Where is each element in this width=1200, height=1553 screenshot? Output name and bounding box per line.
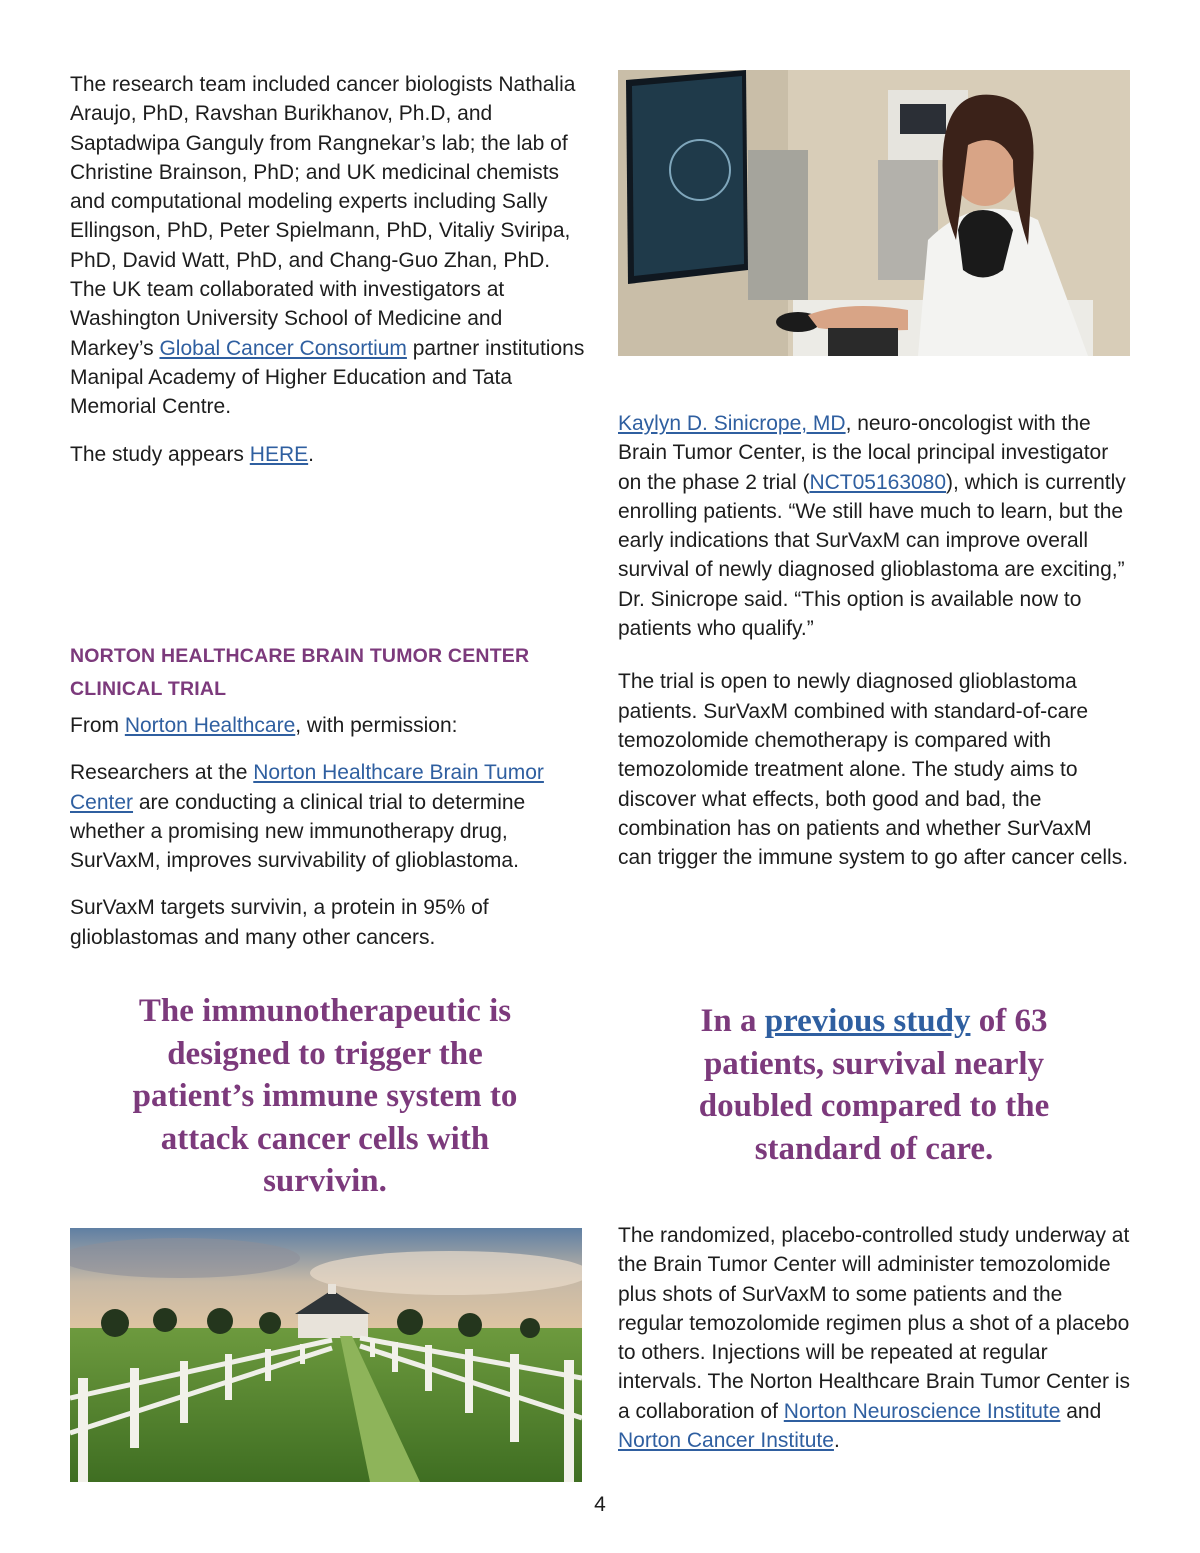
trial-open-paragraph: The trial is open to newly diagnosed glioblastoma patients. SurVaxM combined with standard-of-care temozolomide chemotherapy is compared with temozolomide treatment alone. The study aims to discover what effects, both good and bad, the combination has on patients and whether SurVaxM can trigger the immune system to go after cancer cells. [618,670,1129,870]
previous-study-link[interactable]: previous study [764,1003,971,1039]
study-here-link[interactable]: HERE [249,442,309,466]
section-heading: NORTON HEALTHCARE BRAIN TUMOR CENTER CLINICAL TRIAL [70,645,530,700]
pull-quote-left: The immunotherapeutic is designed to trigger the patient’s immune system to attack cancer cells with survivin. [132,993,518,1199]
brain-tumor-center-link[interactable]: Norton Healthcare Brain Tumor Center [70,761,544,814]
research-team-paragraph: The research team included cancer biologists Nathalia Araujo, PhD, Ravshan Burikhanov, Ph.D, and Saptadwipa Ganguly from Rangnekar’s lab; the lab of Christine Brainson, PhD; and UK medicinal chemists and computational modeling experts including Sally Ellingson, PhD, Peter Spielmann, PhD, Vitaliy Sviripa, PhD, David Watt, PhD, and Chang-Guo Zhan, PhD. The UK team collaborated with investigators at Washington University School of Medicine and Markey’s Global Cancer Consortium partner institutions Manipal Academy of Higher Education and Tata Memorial Centre. [70,73,585,419]
norton-healthcare-link[interactable]: Norton Healthcare [124,714,296,737]
randomized-study-paragraph: The randomized, placebo-controlled study underway at the Brain Tumor Center will administer temozolomide plus shots of SurVaxM to some patients and the regular temozolomide regimen plus a shot of a placebo to others. Injections will be repeated at regular intervals. The Norton Healthcare Brain Tumor Center is a collaboration of Norton Neuroscience Institute and Norton Cancer Institute. [618,1224,1130,1453]
left-column-upper [70,70,585,487]
study-appears-paragraph: The study appears HERE. [70,442,314,466]
norton-neuroscience-link[interactable]: Norton Neuroscience Institute [783,1399,1061,1423]
nct-trial-link[interactable]: NCT05163080 [809,470,947,494]
page-number: 4 [594,1493,606,1516]
sinicrope-paragraph: Kaylyn D. Sinicrope, MD, neuro-oncologist with the Brain Tumor Center, is the local principal investigator on the phase 2 trial (NCT05163080), which is currently enrolling patients. “We still have much to learn, but the early indications that SurVaxM can improve overall survival of newly diagnosed glioblastoma are exciting,” Dr. Sinicrope said. “This option is available now to patients who qualify.” [618,412,1126,641]
global-cancer-consortium-link[interactable]: Global Cancer Consortium [159,336,407,360]
left-column-lower [70,711,585,970]
researchers-paragraph: Researchers at the Norton Healthcare Brain Tumor Center are conducting a clinical trial to determine whether a promising new immunotherapy drug, SurVaxM, improves survivability of glioblastoma. [70,761,544,873]
survaxm-paragraph: SurVaxM targets survivin, a protein in 95% of glioblastomas and many other cancers. [70,896,489,949]
right-column [618,409,1130,890]
norton-cancer-institute-link[interactable]: Norton Cancer Institute [618,1429,834,1453]
sinicrope-link[interactable]: Kaylyn D. Sinicrope, MD [618,412,846,435]
permission-paragraph: From Norton Healthcare, with permission: [70,714,458,737]
doctor-at-computer-photo [618,70,1130,356]
pull-quote-right: In a previous study of 63 patients, survival nearly doubled compared to the standard of care. [698,1003,1050,1167]
farm-fence-photo [70,1228,582,1482]
